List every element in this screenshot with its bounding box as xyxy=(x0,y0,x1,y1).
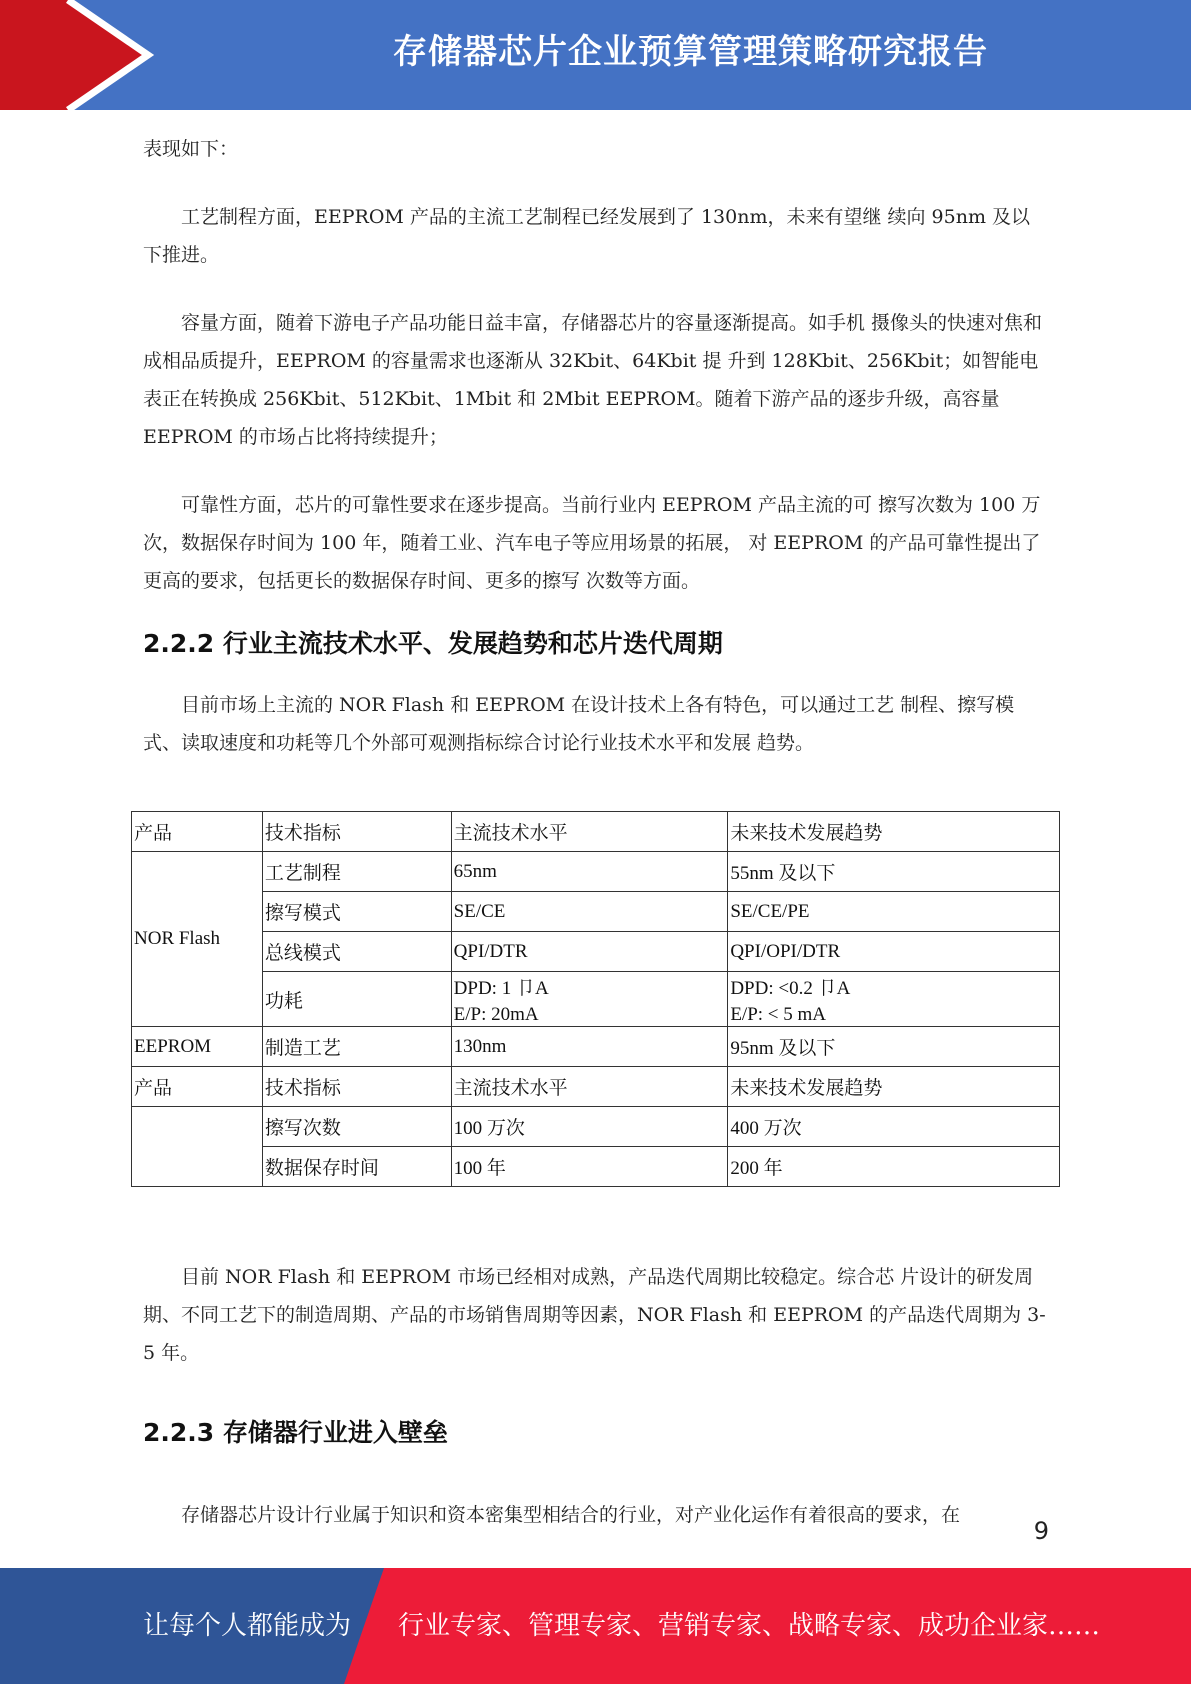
paragraph-reliability: 可靠性方面，芯片的可靠性要求在逐步提高。当前行业内 EEPROM 产品主流的可 擦写次数为 100 万次，数据保存时间为 100 年，随着工业、汽车电子等应用场景的拓展， 对 EEPROM 的产品可靠性提出了更高的要求，包括更长的数据保存时间、更多的擦写 次数等方面。 xyxy=(143,494,1041,592)
table-header-cell: 未来技术发展趋势 xyxy=(728,1067,1060,1107)
future-trend-cell: 400 万次 xyxy=(728,1107,1060,1147)
footer-slogan-right: 行业专家、管理专家、营销专家、战略专家、成功企业家…… xyxy=(398,1611,1101,1641)
table-header-cell: 技术指标 xyxy=(262,812,451,852)
table-row xyxy=(132,892,1060,932)
page-number: 9 xyxy=(1033,1517,1049,1545)
table-header-cell: 技术指标 xyxy=(262,1067,451,1107)
future-trend-cell: 95nm 及以下 xyxy=(728,1027,1060,1067)
current-level-cell: SE/CE xyxy=(451,892,728,932)
metric-cell: 功耗 xyxy=(262,972,451,1027)
future-trend-cell xyxy=(728,972,1060,1027)
power-future-ep: E/P: < 5 mA xyxy=(730,1004,827,1022)
product-cell-nor-flash: NOR Flash xyxy=(132,852,263,1027)
table-row xyxy=(132,1107,1060,1147)
table-header-cell: 主流技术水平 xyxy=(451,1067,728,1107)
table-header-row xyxy=(132,812,1060,852)
metric-cell: 擦写次数 xyxy=(262,1107,451,1147)
current-level-cell: 65nm xyxy=(451,852,728,892)
current-level-cell xyxy=(451,972,728,1027)
table-repeat-header-row xyxy=(132,1067,1060,1107)
metric-cell: 擦写模式 xyxy=(262,892,451,932)
metric-cell: 制造工艺 xyxy=(262,1027,451,1067)
main-content xyxy=(143,130,1048,762)
table-header-cell: 产品 xyxy=(132,812,263,852)
page-header xyxy=(0,0,1191,110)
header-title: 存储器芯片企业预算管理策略研究报告 xyxy=(393,32,988,72)
power-current-ep: E/P: 20mA xyxy=(453,1004,539,1022)
intro-text: 表现如下： xyxy=(143,138,239,160)
paragraph-process: 工艺制程方面，EEPROM 产品的主流工艺制程已经发展到了 130nm，未来有望继 续向 95nm 及以下推进。 xyxy=(143,206,1031,266)
current-level-cell: 100 万次 xyxy=(451,1107,728,1147)
section-heading-2-2-3: 2.2.3 存储器行业进入壁垒 xyxy=(143,1418,448,1447)
current-level-cell: QPI/DTR xyxy=(451,932,728,972)
footer-slogan-left: 让每个人都能成为 xyxy=(143,1611,352,1641)
current-level-cell: 130nm xyxy=(451,1027,728,1067)
header-red-arrow xyxy=(0,0,148,110)
section-heading-2-2-2: 2.2.2 行业主流技术水平、发展趋势和芯片迭代周期 xyxy=(143,629,723,658)
table-row xyxy=(132,852,1060,892)
paragraph-tech-intro: 目前市场上主流的 NOR Flash 和 EEPROM 在设计技术上各有特色，可以通过工艺 制程、擦写模式、读取速度和功耗等几个外部可观测指标综合讨论行业技术水平和发展 趋势。 xyxy=(143,694,1015,754)
metric-cell: 总线模式 xyxy=(262,932,451,972)
table-row xyxy=(132,1027,1060,1067)
future-trend-cell: SE/CE/PE xyxy=(728,892,1060,932)
table-row-power xyxy=(132,972,1060,1027)
metric-cell: 数据保存时间 xyxy=(262,1147,451,1187)
power-future-dpd: DPD: <0.2 卩A xyxy=(730,978,851,999)
future-trend-cell: 200 年 xyxy=(728,1147,1060,1187)
future-trend-cell: QPI/OPI/DTR xyxy=(728,932,1060,972)
table-header-cell: 主流技术水平 xyxy=(451,812,728,852)
table-header-cell: 未来技术发展趋势 xyxy=(728,812,1060,852)
metric-cell: 工艺制程 xyxy=(262,852,451,892)
paragraph-iteration-cycle: 目前 NOR Flash 和 EEPROM 市场已经相对成熟，产品迭代周期比较稳定。综合芯 片设计的研发周期、不同工艺下的制造周期、产品的市场销售周期等因素，NOR Flash 和 EEPROM 的产品迭代周期为 3-5 年。 xyxy=(143,1266,1046,1364)
tech-spec-table xyxy=(131,811,1060,1187)
current-level-cell: 100 年 xyxy=(451,1147,728,1187)
paragraph-barriers: 存储器芯片设计行业属于知识和资本密集型相结合的行业，对产业化运作有着很高的要求，在 xyxy=(181,1504,961,1526)
future-trend-cell: 55nm 及以下 xyxy=(728,852,1060,892)
table-row xyxy=(132,1147,1060,1187)
product-cell-empty xyxy=(132,1107,263,1187)
table-header-cell: 产品 xyxy=(132,1067,263,1107)
page-footer xyxy=(0,1568,1191,1684)
table-row xyxy=(132,932,1060,972)
power-current-dpd: DPD: 1 卩A xyxy=(453,978,549,999)
paragraph-capacity: 容量方面，随着下游电子产品功能日益丰富，存储器芯片的容量逐渐提高。如手机 摄像头的快速对焦和成相品质提升，EEPROM 的容量需求也逐渐从 32Kbit、64Kbit 提 升到 128Kbit、256Kbit；如智能电表正在转换成 256Kbit、512Kbit、1Mbit 和 2Mbit EEPROM。随着下游产品的逐步升级，高容量 EEPROM 的市场占比将持续提升； xyxy=(143,312,1043,448)
product-cell-eeprom: EEPROM xyxy=(132,1027,263,1067)
after-table-content xyxy=(143,1239,1048,1553)
